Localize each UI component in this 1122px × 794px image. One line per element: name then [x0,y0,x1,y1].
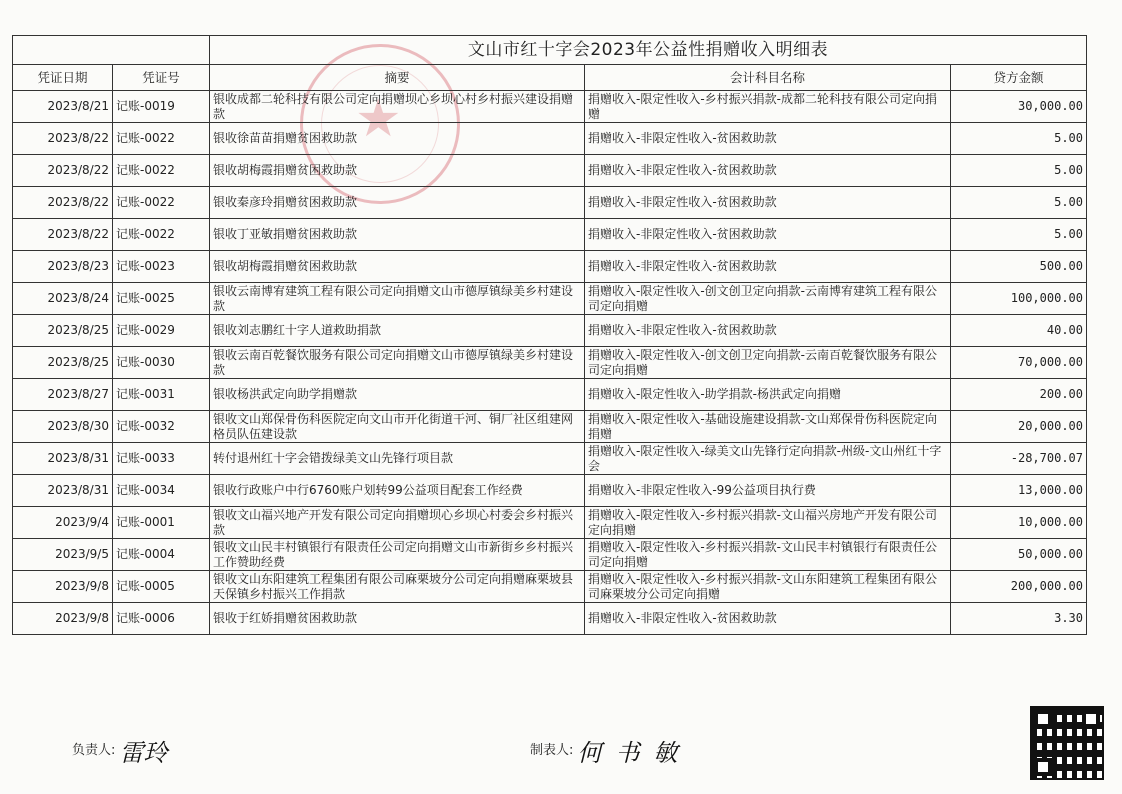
voucher-cell: 记账-0029 [113,315,210,347]
date-cell: 2023/9/8 [13,603,113,635]
table-row [13,219,1087,251]
summary-cell: 银收刘志鹏红十字人道救助捐款 [210,315,585,347]
amount-cell: 50,000.00 [951,539,1087,571]
amount-cell: 40.00 [951,315,1087,347]
account-cell: 捐赠收入-非限定性收入-贫困救助款 [585,187,951,219]
date-cell: 2023/8/22 [13,123,113,155]
table-row [13,283,1087,315]
date-cell: 2023/8/27 [13,379,113,411]
account-cell: 捐赠收入-限定性收入-绿美文山先锋行定向捐款-州级-文山州红十字会 [585,443,951,475]
col-header-voucher: 凭证号 [113,65,210,91]
voucher-cell: 记账-0022 [113,187,210,219]
amount-cell: 20,000.00 [951,411,1087,443]
amount-cell: 3.30 [951,603,1087,635]
table-title: 文山市红十字会2023年公益性捐赠收入明细表 [210,36,1087,65]
amount-cell: 13,000.00 [951,475,1087,507]
summary-cell: 银收胡梅霞捐赠贫困救助款 [210,251,585,283]
summary-cell: 银收徐苗苗捐赠贫困救助款 [210,123,585,155]
date-cell: 2023/9/8 [13,571,113,603]
table-header-row [13,65,1087,91]
table-row [13,187,1087,219]
summary-cell: 银收胡梅霞捐赠贫困救助款 [210,155,585,187]
preparer-label: 制表人: [530,743,574,758]
summary-cell: 银收于红娇捐赠贫困救助款 [210,603,585,635]
voucher-cell: 记账-0022 [113,219,210,251]
account-cell: 捐赠收入-限定性收入-乡村振兴捐款-文山东阳建筑工程集团有限公司麻栗坡分公司定向捐赠 [585,571,951,603]
voucher-cell: 记账-0005 [113,571,210,603]
date-cell: 2023/8/31 [13,443,113,475]
date-cell: 2023/9/4 [13,507,113,539]
account-cell: 捐赠收入-非限定性收入-贫困救助款 [585,603,951,635]
voucher-cell: 记账-0022 [113,155,210,187]
account-cell: 捐赠收入-限定性收入-创文创卫定向捐款-云南百乾餐饮服务有限公司定向捐赠 [585,347,951,379]
qr-finder-bottom-left [1034,758,1052,776]
table-row [13,603,1087,635]
date-cell: 2023/8/25 [13,347,113,379]
amount-cell: 5.00 [951,219,1087,251]
summary-cell: 银收文山民丰村镇银行有限责任公司定向捐赠文山市新街乡乡村振兴工作赞助经费 [210,539,585,571]
amount-cell: 200.00 [951,379,1087,411]
table-row [13,123,1087,155]
date-cell: 2023/8/24 [13,283,113,315]
qr-finder-top-left [1034,710,1052,728]
col-header-amount: 贷方金额 [951,65,1087,91]
date-cell: 2023/8/21 [13,91,113,123]
summary-cell: 银收文山东阳建筑工程集团有限公司麻栗坡分公司定向捐赠麻栗坡县天保镇乡村振兴工作捐款 [210,571,585,603]
table-row [13,411,1087,443]
amount-cell: 5.00 [951,187,1087,219]
account-cell: 捐赠收入-非限定性收入-贫困救助款 [585,315,951,347]
summary-cell: 银收云南百乾餐饮服务有限公司定向捐赠文山市德厚镇绿美乡村建设款 [210,347,585,379]
voucher-cell: 记账-0023 [113,251,210,283]
col-header-summary: 摘要 [210,65,585,91]
account-cell: 捐赠收入-限定性收入-基础设施建设捐款-文山郑保骨伤科医院定向捐赠 [585,411,951,443]
amount-cell: -28,700.07 [951,443,1087,475]
summary-cell: 银收文山郑保骨伤科医院定向文山市开化街道干河、铜厂社区组建网格员队伍建设款 [210,411,585,443]
table-title-row [13,36,1087,65]
summary-cell: 银收云南博宥建筑工程有限公司定向捐赠文山市德厚镇绿美乡村建设款 [210,283,585,315]
amount-cell: 70,000.00 [951,347,1087,379]
table-row [13,155,1087,187]
date-cell: 2023/8/30 [13,411,113,443]
voucher-cell: 记账-0033 [113,443,210,475]
account-cell: 捐赠收入-非限定性收入-贫困救助款 [585,155,951,187]
account-cell: 捐赠收入-限定性收入-乡村振兴捐款-文山民丰村镇银行有限责任公司定向捐赠 [585,539,951,571]
table-row [13,379,1087,411]
account-cell: 捐赠收入-非限定性收入-99公益项目执行费 [585,475,951,507]
summary-cell: 银收行政账户中行6760账户划转99公益项目配套工作经费 [210,475,585,507]
title-blank-cell [13,36,210,65]
voucher-cell: 记账-0022 [113,123,210,155]
amount-cell: 5.00 [951,155,1087,187]
table-body [13,91,1087,635]
preparer-block [530,733,692,768]
voucher-cell: 记账-0031 [113,379,210,411]
account-cell: 捐赠收入-非限定性收入-贫困救助款 [585,251,951,283]
summary-cell: 银收秦彦玲捐赠贫困救助款 [210,187,585,219]
voucher-cell: 记账-0004 [113,539,210,571]
table-row [13,539,1087,571]
amount-cell: 10,000.00 [951,507,1087,539]
account-cell: 捐赠收入-非限定性收入-贫困救助款 [585,219,951,251]
account-cell: 捐赠收入-非限定性收入-贫困救助款 [585,123,951,155]
table-row [13,571,1087,603]
donation-ledger-table [12,35,1087,635]
col-header-date: 凭证日期 [13,65,113,91]
voucher-cell: 记账-0019 [113,91,210,123]
account-cell: 捐赠收入-限定性收入-创文创卫定向捐款-云南博宥建筑工程有限公司定向捐赠 [585,283,951,315]
table-row [13,315,1087,347]
table-row [13,251,1087,283]
responsible-signature: 雷玲 [119,739,168,767]
preparer-signature: 何书敏 [577,739,692,767]
amount-cell: 200,000.00 [951,571,1087,603]
table-row [13,507,1087,539]
date-cell: 2023/8/22 [13,187,113,219]
qr-finder-top-right [1082,710,1100,728]
responsible-label: 负责人: [72,743,116,758]
account-cell: 捐赠收入-限定性收入-乡村振兴捐款-文山福兴房地产开发有限公司定向捐赠 [585,507,951,539]
amount-cell: 100,000.00 [951,283,1087,315]
summary-cell: 银收丁亚敏捐赠贫困救助款 [210,219,585,251]
table-row [13,91,1087,123]
voucher-cell: 记账-0025 [113,283,210,315]
date-cell: 2023/8/31 [13,475,113,507]
voucher-cell: 记账-0034 [113,475,210,507]
date-cell: 2023/9/5 [13,539,113,571]
voucher-cell: 记账-0030 [113,347,210,379]
table-row [13,347,1087,379]
date-cell: 2023/8/25 [13,315,113,347]
table-row [13,443,1087,475]
summary-cell: 银收成都二轮科技有限公司定向捐赠坝心乡坝心村乡村振兴建设捐赠款 [210,91,585,123]
voucher-cell: 记账-0032 [113,411,210,443]
account-cell: 捐赠收入-限定性收入-乡村振兴捐款-成都二轮科技有限公司定向捐赠 [585,91,951,123]
seal-star-icon: ★ [355,89,402,149]
amount-cell: 30,000.00 [951,91,1087,123]
qr-code [1030,706,1104,780]
responsible-block [72,733,168,768]
date-cell: 2023/8/22 [13,155,113,187]
amount-cell: 5.00 [951,123,1087,155]
table-row [13,475,1087,507]
account-cell: 捐赠收入-限定性收入-助学捐款-杨洪武定向捐赠 [585,379,951,411]
voucher-cell: 记账-0006 [113,603,210,635]
col-header-account: 会计科目名称 [585,65,951,91]
voucher-cell: 记账-0001 [113,507,210,539]
summary-cell: 银收杨洪武定向助学捐赠款 [210,379,585,411]
amount-cell: 500.00 [951,251,1087,283]
date-cell: 2023/8/22 [13,219,113,251]
summary-cell: 转付退州红十字会错拨绿美文山先锋行项目款 [210,443,585,475]
summary-cell: 银收文山福兴地产开发有限公司定向捐赠坝心乡坝心村委会乡村振兴款 [210,507,585,539]
date-cell: 2023/8/23 [13,251,113,283]
